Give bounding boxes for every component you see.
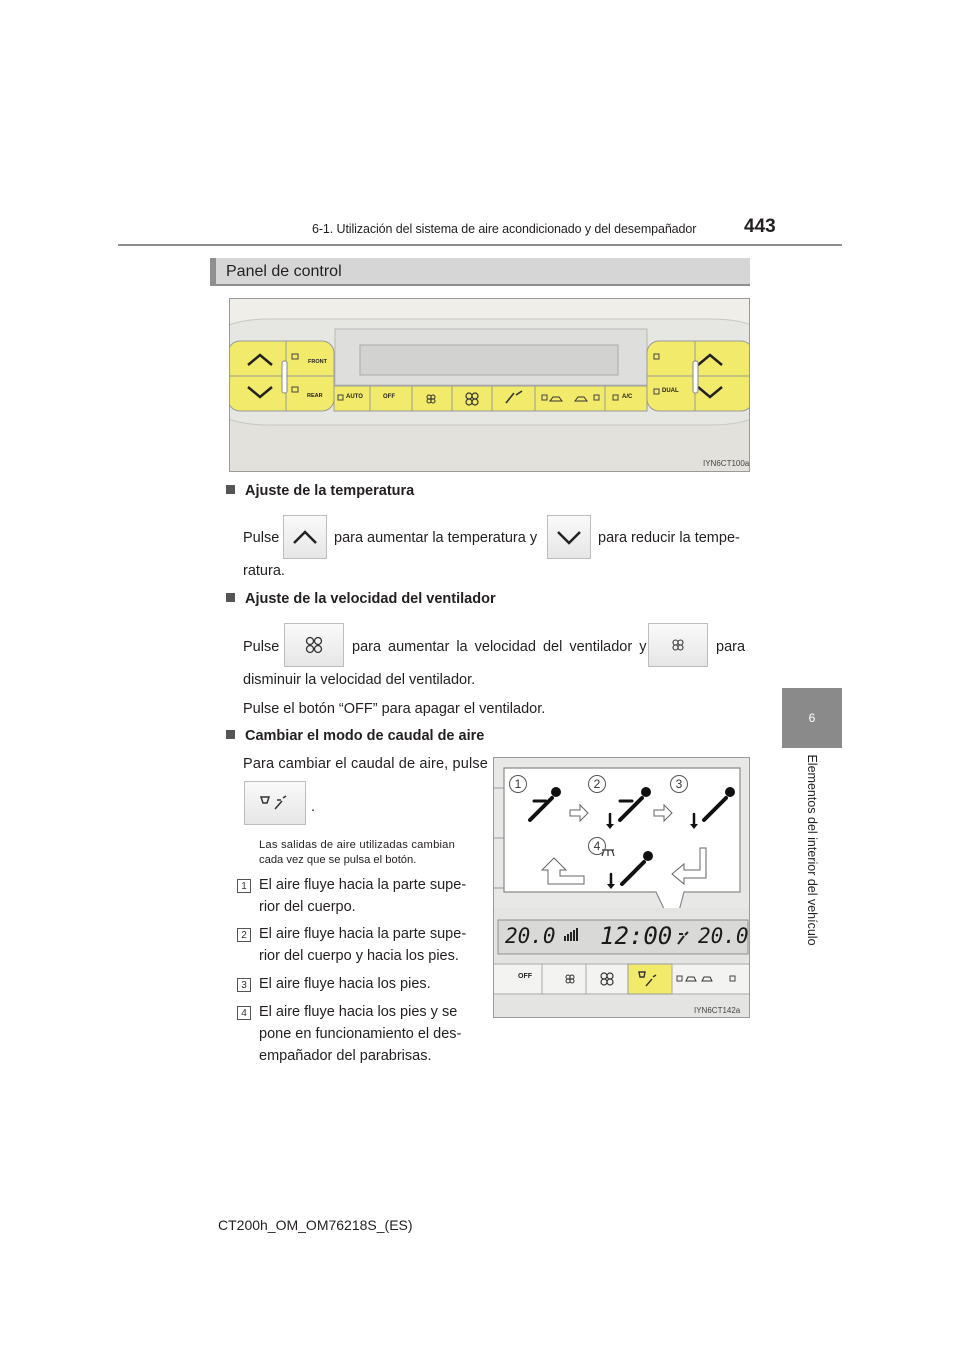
item-2-line-2: rior del cuerpo y hacia los pies. [259, 948, 459, 964]
fan-down-button-image [648, 623, 708, 667]
front-button-label: FRONT [308, 359, 327, 365]
temp-up-button-image [283, 515, 327, 559]
ac-button-label: A/C [622, 394, 633, 400]
fan-speed-heading: Ajuste de la velocidad del ventilador [226, 591, 496, 607]
fan-off-label: OFF [518, 973, 532, 980]
airflow-intro-period: . [311, 799, 316, 815]
header-rule [118, 244, 842, 246]
temp-down-button-image [547, 515, 591, 559]
temperature-text-2: para aumentar la temperatura y [334, 530, 538, 546]
temperature-text-1: Pulse [243, 530, 280, 546]
airflow-intro: Para cambiar el caudal de aire, pulse [243, 756, 488, 772]
mode-label-2: 2 [588, 775, 606, 793]
item-1-line-2: rior del cuerpo. [259, 899, 356, 915]
fan-large-icon [304, 635, 324, 655]
fan-small-icon [671, 638, 685, 652]
fan-speed-text-2: para aumentar la velocidad del ventilador y [352, 639, 647, 655]
fan-speed-text-3: para [716, 639, 746, 655]
mode-label-1: 1 [509, 775, 527, 793]
fan-speed-text-5: Pulse el botón “OFF” para apagar el ventilador. [243, 701, 546, 717]
airflow-mode-button-image [244, 781, 306, 825]
airflow-note-line-2: cada vez que se pulsa el botón. [259, 854, 417, 866]
figure-code: IYN6CT100a [703, 459, 750, 468]
chevron-down-icon [554, 527, 584, 547]
temperature-text-4: ratura. [243, 563, 285, 579]
item-3-line-1: El aire fluye hacia los pies. [259, 976, 431, 992]
dual-button-label: DUAL [662, 388, 679, 394]
item-4-line-2: pone en funcionamiento el des- [259, 1026, 462, 1042]
chapter-tab [782, 688, 842, 748]
item-4-line-3: empañador del parabrisas. [259, 1048, 432, 1064]
item-number-3: 3 [237, 978, 251, 992]
square-bullet-icon [226, 593, 235, 602]
display-clock: 12:00 [600, 922, 673, 950]
running-header-section: 6-1. Utilización del sistema de aire acondicionado y del desempañador [312, 222, 697, 236]
rear-button-label: REAR [307, 393, 323, 399]
chapter-title-vertical: Elementos del interior del vehículo [805, 754, 819, 946]
fan-speed-text-4: disminuir la velocidad del ventilador. [243, 672, 476, 688]
item-number-2: 2 [237, 928, 251, 942]
item-number-1: 1 [237, 879, 251, 893]
chapter-number: 6 [808, 711, 816, 725]
fan-off-button-label: OFF [383, 394, 395, 400]
document-code: CT200h_OM_OM76218S_(ES) [218, 1217, 413, 1233]
auto-button-label: AUTO [346, 394, 363, 400]
temperature-heading: Ajuste de la temperatura [226, 483, 414, 499]
airflow-mode-illustration [493, 757, 750, 1018]
display-temp-left: 20.0 [505, 924, 556, 948]
mode-label-3: 3 [670, 775, 688, 793]
display-temp-right: 20.0 [698, 924, 749, 948]
fan-speed-text-1: Pulse [243, 639, 280, 655]
square-bullet-icon [226, 485, 235, 494]
control-panel-illustration [229, 298, 750, 472]
square-bullet-icon [226, 730, 235, 739]
item-2-line-1: El aire fluye hacia la parte supe- [259, 926, 467, 942]
control-panel-drawing [230, 299, 750, 472]
airflow-mode-icon [258, 792, 292, 814]
airflow-heading: Cambiar el modo de caudal de aire [226, 728, 484, 744]
item-1-line-1: El aire fluye hacia la parte supe- [259, 877, 467, 893]
item-number-4: 4 [237, 1006, 251, 1020]
temperature-text-3: para reducir la tempe- [598, 530, 740, 546]
airflow-mode-drawing [494, 758, 750, 1018]
chevron-up-icon [290, 527, 320, 547]
mode-label-4: 4 [588, 837, 606, 855]
airflow-note-line-1: Las salidas de aire utilizadas cambian [259, 839, 456, 851]
section-title: Panel de control [226, 263, 342, 280]
page-number: 443 [744, 216, 776, 237]
airflow-figure-code: IYN6CT142a [694, 1006, 741, 1015]
item-4-line-1: El aire fluye hacia los pies y se [259, 1004, 458, 1020]
fan-up-button-image [284, 623, 344, 667]
